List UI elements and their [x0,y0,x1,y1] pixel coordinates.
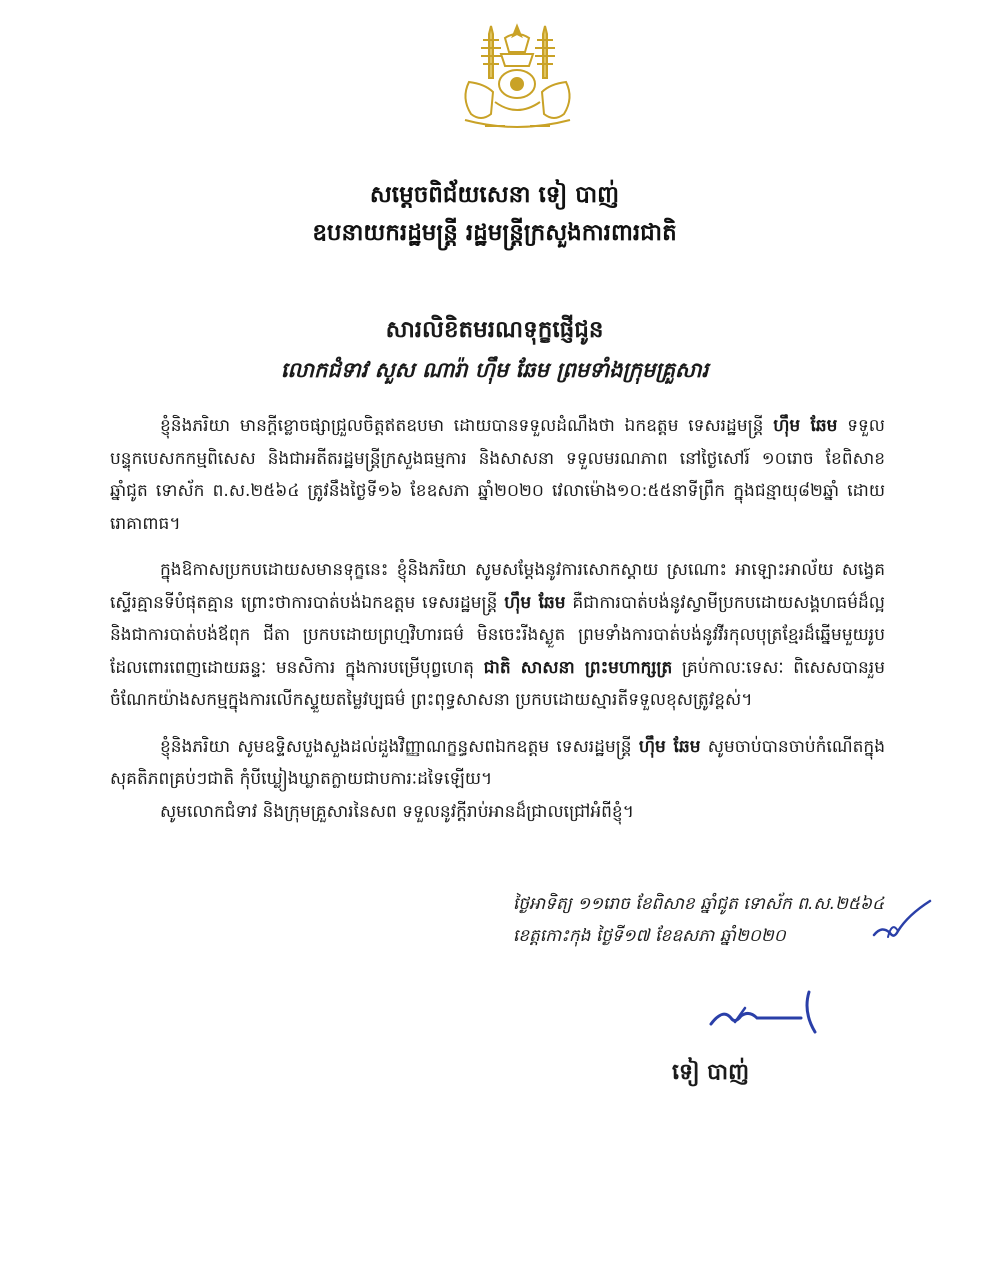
initial-mark [868,895,938,950]
paragraph-text: សូមលោកជំទាវ និងក្រុមគ្រួសារនៃសព ទទួលនូវក្តីរាប់អានដ៏ជ្រាលជ្រៅអំពីខ្ញុំ។ [160,801,634,822]
paragraph-3 [110,731,885,796]
letter-title: សារលិខិតមរណទុក្ខផ្ញើជូន [385,317,604,343]
paragraph-4 [110,796,885,829]
deceased-name: ហ៊ឹម ឆែម [638,736,701,757]
national-motto: ជាតិ សាសនា ព្រះមហាក្សត្រ [483,657,673,678]
date-block [513,888,884,952]
letter-recipient: លោកជំទាវ សួស ណារ៉ា ហ៊ឹម ឆែម ព្រមទាំងក្រុមគ្រួសារ [280,358,709,382]
paragraph-2 [110,554,885,717]
sender-name: សម្តេចពិជ័យសេនា ទៀ បាញ់ [369,182,620,208]
paragraph-text: គឺជាការបាត់បង់នូវស្វាមីប្រកបដោយសង្គហធម៌ដ៏ល្អ និងជាការបាត់បង់ឪពុក ជីតា ប្រកបដោយព្រហ្មវិហារធម៌ មិនចេះរីងស្ងួត ព្រមទាំងការបាត់បង់នូវវីរកុលបុត្រខ្មែរដ៏ឆ្នើមមួយរូប ដែលពោរពេញដោយឆន្ទៈ មនសិការ ក្នុងការបម្រើបុព្វហេតុ [110,592,885,678]
sender-position: ឧបនាយករដ្ឋមន្ត្រី រដ្ឋមន្ត្រីក្រសួងការពារជាតិ [312,220,677,246]
handwritten-signature [705,988,835,1038]
paragraph-text: ខ្ញុំនិងភរិយា សូមឧទ្ទិសបួងសួងដល់ដួងវិញ្ញាណក្ខន្ធសពឯកឧត្តម ទេសរដ្ឋមន្ត្រី [160,736,639,757]
subject-block [0,310,989,390]
paragraph-text: ទទួលបន្ទុកបេសកកម្មពិសេស និងជាអតីតរដ្ឋមន្ត្រីក្រសួងធម្មការ និងសាសនា ទទួលមរណភាព នៅថ្ងៃសៅរ៍ ១០រោច ខែពិសាខ ឆ្នាំជូត ទោស័ក ព.ស.២៥៦៤ ត្រូវនឹងថ្ងៃទី១៦ ខែឧសភា ឆ្នាំ២០២០ វេលាម៉ោង១០:៥៥នាទីព្រឹក ក្នុងជន្មាយុ៨២ឆ្នាំ ដោយរោគាពាធ។ [110,416,885,534]
paragraph-text: ក្នុងឱកាសប្រកបដោយសមានទុក្ខនេះ ខ្ញុំនិងភរិយា សូមសម្តែងនូវការសោកស្តាយ ស្រណោះ អាឡោះអាល័យ សង្វេគស្ទើរគ្មានទីបំផុតគ្មាន ព្រោះថាការបាត់បង់ឯកឧត្តម ទេសរដ្ឋមន្ត្រី [110,560,885,613]
paragraph-text: ខ្ញុំនិងភរិយា មានក្តីខ្លោចផ្សាជ្រួលចិត្តឥតឧបមា ដោយបានទទួលដំណឹងថា ឯកឧត្តម ទេសរដ្ឋមន្ត្រី [160,416,774,436]
signer-name: ទៀ បាញ់ [672,1060,750,1085]
lunar-date: ថ្ងៃអាទិត្យ ១១រោច ខែពិសាខ ឆ្នាំជូត ទោស័ក ព.ស.២៥៦៤ [512,894,884,914]
sender-block [0,176,989,252]
paragraph-1 [110,410,885,540]
paragraph-text: សូមចាប់បានចាប់កំណើតក្នុងសុគតិភពគ្រប់ៗជាតិ កុំបីឃ្លៀងឃ្លាតក្លាយជាបការៈដទៃឡើយ។ [110,736,885,789]
deceased-name: ហ៊ឹម ឆែម [504,592,566,613]
deceased-name: ហ៊ឹម ឆែម [773,416,838,436]
royal-emblem-icon [455,22,580,140]
solar-date: ខេត្តកោះកុង ថ្ងៃទី១៧ ខែឧសភា ឆ្នាំ២០២០ [512,926,786,946]
letter-body [110,410,885,842]
paragraph-text: គ្រប់កាលៈទេសៈ ពិសេសបានរួមចំណែកយ៉ាងសកម្មក្នុងការលើកស្ទួយតម្លៃវប្បធម៌ ព្រះពុទ្ធសាសនា ប្រកបដោយស្មារតីទទួលខុសត្រូវខ្ពស់។ [110,657,885,710]
